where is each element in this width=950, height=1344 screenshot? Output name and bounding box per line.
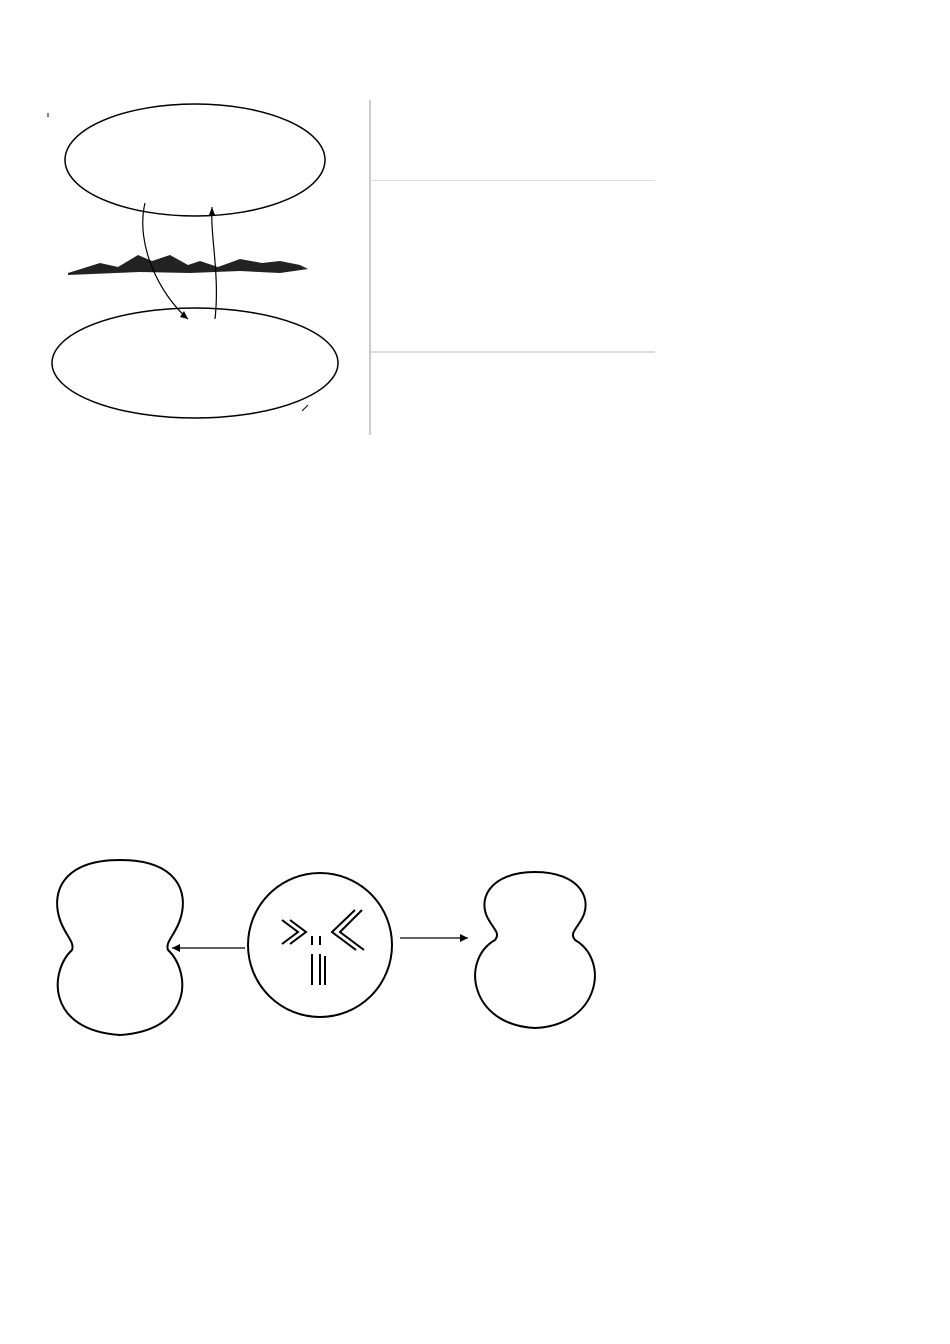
figure-2-genotypes: [370, 180, 660, 360]
population-2-ellipse: [52, 308, 338, 418]
population-1-ellipse: [65, 104, 325, 216]
migration-arrow-up: [212, 207, 217, 319]
cell-division-diagram: [50, 850, 610, 1065]
geographic-barrier: [68, 255, 308, 275]
cell-yi-outline: [57, 860, 183, 1035]
cell-bing-outline: [475, 872, 595, 1028]
figure-1-population-diagram: [40, 95, 380, 440]
cell-jia-chromosomes: [282, 910, 364, 985]
